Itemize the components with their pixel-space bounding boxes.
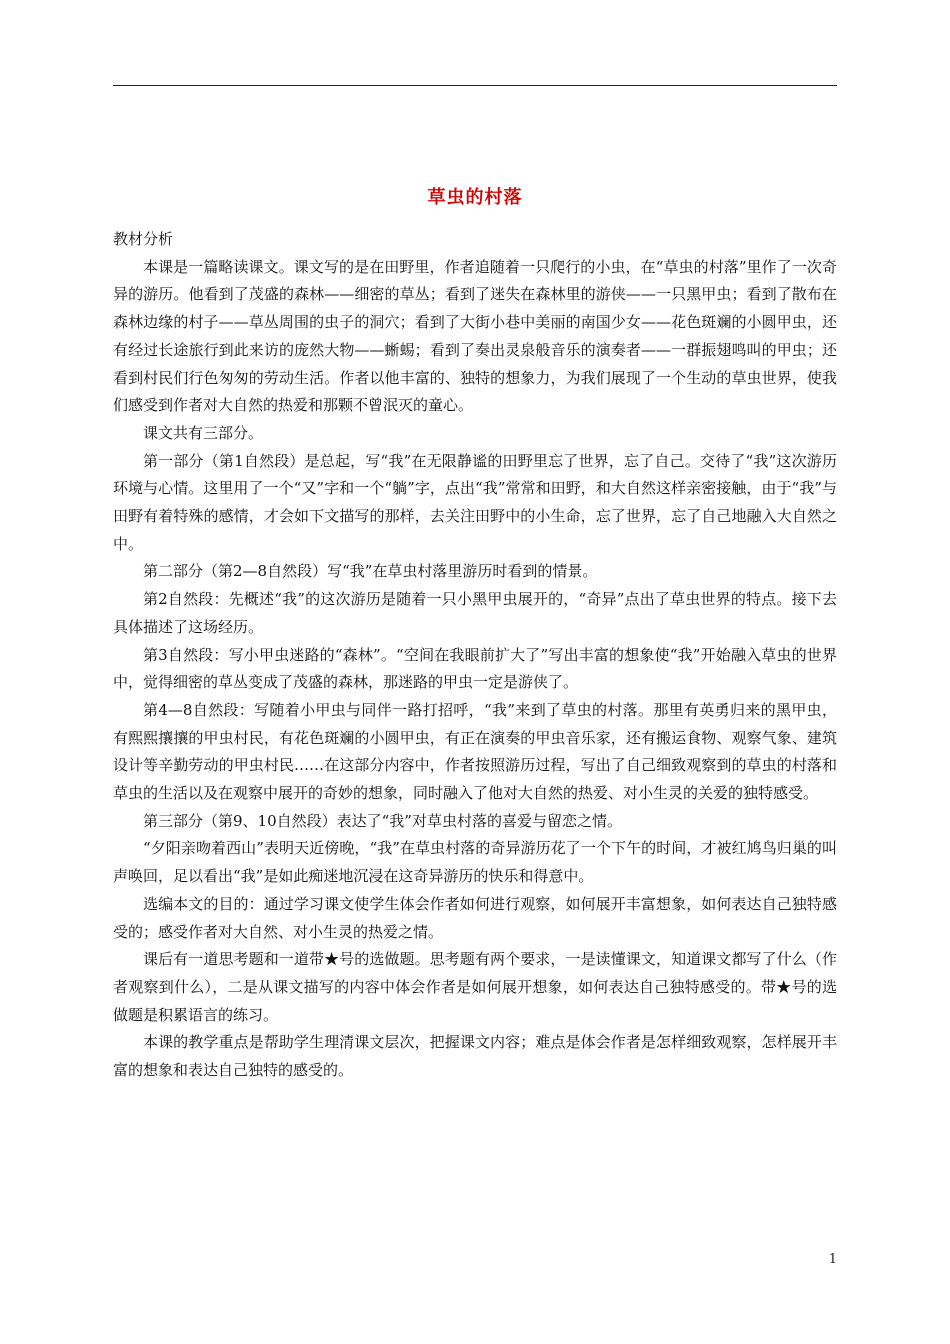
paragraph-sunset: “夕阳亲吻着西山”表明天近傍晚，“我”在草虫村落的奇异游历花了一个下午的时间，才被红鸠鸟归巢的叫声唤回，足以看出“我”是如此痴迷地沉浸在这奇异游历的快乐和得意中。 [113,839,837,886]
paragraph-section-4-8: 第4—8自然段：写随着小甲虫与同伴一路打招呼，“我”来到了草虫的村落。那里有英勇归来的黑甲虫，有熙熙攘攘的甲虫村民，有花色斑斓的小圆甲虫，有正在演奏的甲虫音乐家，还有搬运食物、观察气象、建筑设计等辛勤劳动的甲虫村民……在这部分内容中，作者按照游历过程，写出了自己细致观察到的草虫的村落和草虫的生活以及在观察中展开的奇妙的想象，同时融入了他对大自然的热爱、对小生灵的关爱的独特感受。 [113,700,837,803]
paragraph-part-two: 第二部分（第2—8自然段）写“我”在草虫村落里游历时看到的情景。 [143,562,598,581]
paragraph-section-2: 第2自然段：先概述“我”的这次游历是随着一只小黑甲虫展开的，“奇异”点出了草虫世界的特点。接下去具体描述了这场经历。 [113,590,837,636]
paragraph-purpose: 选编本文的目的：通过学习课文使学生体会作者如何进行观察，如何展开丰富想象，如何表达自己独特感受的；感受作者对大自然、对小生灵的热爱之情。 [113,894,837,941]
paragraph-intro: 本课是一篇略读课文。课文写的是在田野里，作者追随着一只爬行的小虫，在“草虫的村落”里作了一次奇异的游历。他看到了茂盛的森林——细密的草丛；看到了迷失在森林里的游侠——一只黑甲虫；看到了散布在森林边缘的村子——草丛周围的虫子的洞穴；看到了大街小巷中美丽的南国少女——花色斑斓的小圆甲虫，还有经过长途旅行到此来访的庞然大物——蜥蜴；看到了奏出灵泉般音乐的演奏者——一群振翅鸣叫的甲虫；还看到村民们行色匆匆的劳动生活。作者以他丰富的、独特的想象力，为我们展现了一个生动的草虫世界，使我们感受到作者对大自然的热爱和那颗不曾泯灭的童心。 [113,257,837,415]
paragraph-exercises: 课后有一道思考题和一道带★号的选做题。思考题有两个要求，一是读懂课文，知道课文都写了什么（作者观察到什么），二是从课文描写的内容中体会作者是如何展开想象，如何表达自己独特感受的。带★号的选做题是积累语言的练习。 [113,950,837,1024]
header-rule [113,85,837,86]
document-body [113,226,837,1085]
page-number: 1 [828,1252,837,1267]
paragraph-part-three: 第三部分（第9、10自然段）表达了“我”对草虫村落的喜爱与留恋之情。 [143,811,622,830]
section-label: 教材分析 [113,230,174,248]
paragraph-part-one: 第一部分（第1自然段）是总起，写“我”在无限静谧的田野里忘了世界，忘了自己。交待了“我”这次游历环境与心情。这里用了一个“又”字和一个“躺”字，点出“我”常常和田野，和大自然这样亲密接触，由于“我”与田野有着特殊的感情，才会如下文描写的那样，去关注田野中的小生命，忘了世界，忘了自己地融入大自然之中。 [113,451,837,553]
document-title: 草虫的村落 [427,187,523,209]
paragraph-structure: 课文共有三部分。 [143,423,264,442]
paragraph-section-3: 第3自然段：写小甲虫迷路的“森林”。“空间在我眼前扩大了”写出丰富的想象使“我”开始融入草虫的世界中，觉得细密的草丛变成了茂盛的森林，那迷路的甲虫一定是游侠了。 [113,645,837,692]
paragraph-teaching-focus: 本课的教学重点是帮助学生理清课文层次，把握课文内容；难点是体会作者是怎样细致观察，怎样展开丰富的想象和表达自己独特的感受的。 [113,1033,837,1080]
